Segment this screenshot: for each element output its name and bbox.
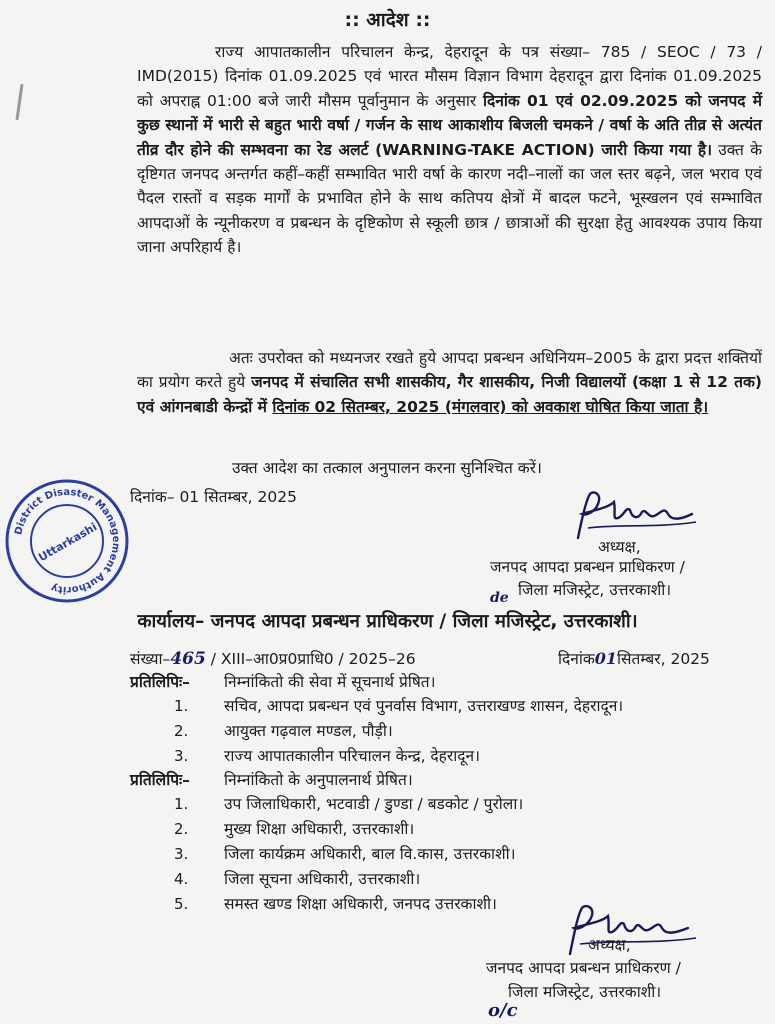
authority-stamp	[4, 478, 130, 604]
list-item: जिला सूचना अधिकारी, उत्तरकाशी।	[224, 870, 421, 888]
signature-1-line2: जिला मजिस्ट्रेट, उत्तरकाशी।	[518, 581, 672, 599]
list-number: 4.	[174, 870, 189, 888]
stamp-center-text: Uttarkashi	[36, 520, 100, 565]
list-number: 2.	[174, 722, 189, 740]
list-number: 5.	[174, 895, 189, 913]
list-number: 1.	[174, 795, 189, 813]
order-heading: :: आदेश ::	[344, 9, 431, 31]
list-number: 3.	[174, 747, 189, 765]
compliance-line: उक्त आदेश का तत्काल अनुपालन करना सुनिश्चित करें।	[232, 459, 542, 477]
office-heading: कार्यालय– जनपद आपदा प्रबन्धन प्राधिकरण / जिला मजिस्ट्रेट, उत्तरकाशी।	[137, 611, 638, 632]
list-item: समस्त खण्ड शिक्षा अधिकारी, जनपद उत्तरकाशी।	[224, 895, 497, 913]
list-item: आयुक्त गढ़वाल मण्डल, पौड़ी।	[224, 722, 393, 740]
reference-date-line: दिनांक01सितम्बर, 2025	[558, 649, 710, 668]
red-alert-text: दिनांक 01 एवं 02.09.2025 को जनपद में कुछ स्थानों में भारी से बहुत भारी वर्षा / गर्जन के साथ आकाशीय बिजली चमकने / वर्षा के अति तीव्र से अत्यंत तीव्र दौर होने की सम्भवना का रेड अलर्ट (WARNING-TAKE ACTION) जारी किया गया है।	[137, 91, 762, 159]
copy-intro-2: निम्नांकितो के अनुपालनार्थ प्रेषित।	[224, 771, 413, 789]
signature-1-line1: जनपद आपदा प्रबन्धन प्राधिकरण /	[490, 558, 685, 576]
signature-2-title: अध्यक्ष,	[588, 936, 631, 954]
list-number: 3.	[174, 845, 189, 863]
signature-2-line1: जनपद आपदा प्रबन्धन प्राधिकरण /	[486, 959, 681, 977]
schools-text: जनपद में संचालित सभी शासकीय, गैर शासकीय, निजी विद्यालयों (कक्षा 1 से 12 तक) एवं आंगनबाडी केन्द्रों में	[137, 373, 762, 416]
list-item: राज्य आपातकालीन परिचालन केन्द्र, देहरादून।	[224, 747, 480, 765]
signature-2-scribble	[556, 900, 706, 962]
signature-1-title: अध्यक्ष,	[598, 538, 641, 556]
copy-intro-1: निम्नांकितो की सेवा में सूचनार्थ प्रेषित।	[224, 673, 436, 691]
scan-mark	[16, 84, 24, 120]
stamp-ring-text: District Disaster Management Authority	[13, 486, 122, 596]
list-item: सचिव, आपदा प्रबन्धन एवं पुनर्वास विभाग, उत्तराखण्ड शासन, देहरादून।	[224, 697, 624, 715]
list-item: उप जिलाधिकारी, भटवाडी / डुण्डा / बडकोट / पुरोला।	[224, 795, 524, 813]
copy-label-1: प्रतिलिपिः–	[130, 673, 190, 691]
reference-number-handwritten: 465	[170, 649, 206, 669]
handwritten-initials: de	[490, 590, 509, 606]
copy-label-2: प्रतिलिपिः–	[130, 771, 190, 789]
holiday-declaration: दिनांक 02 सितम्बर, 2025 (मंगलवार) को अवकाश घोषित किया जाता है।	[272, 397, 709, 416]
list-item: जिला कार्यक्रम अधिकारी, बाल वि.कास, उत्तरकाशी।	[224, 845, 516, 863]
handwritten-footer-note: o/c	[488, 1000, 518, 1021]
order-paragraph-1: राज्य आपातकालीन परिचालन केन्द्र, देहरादून के पत्र संख्या– 785 / SEOC / 73 / IMD(2015) दिनांक 01.09.2025 एवं भारत मौसम विज्ञान विभाग देहरादून द्वारा दिनांक 01.09.2025 को अपराह्न 01:00 बजे जारी मौसम पूर्वानुमान के अनुसार दिनांक 01 एवं 02.09.2025 को जनपद में कुछ स्थानों में भारी से बहुत भारी वर्षा / गर्जन के साथ आकाशीय बिजली चमकने / वर्षा के अति तीव्र से अत्यंत तीव्र दौर होने की सम्भवना का रेड अलर्ट (WARNING-TAKE ACTION) जारी किया गया है। उक्त के दृष्टिगत जनपद अन्तर्गत कहीं–कहीं सम्भावित भारी वर्षा के कारण नदी–नालों का जल स्तर बढ़ने, जल भराव एवं पैदल रास्तों व सड़क मार्गों के प्रभावित होने के साथ कतिपय क्षेत्रों में बादल फटने, भूस्खलन एवं सम्भावित आपदाओं के न्यूनीकरण व प्रबन्धन के दृष्टिकोण से स्कूली छात्र / छात्राओं की सुरक्षा हेतु आवश्यक उपाय किया जाना अपरिहार्य है।	[137, 43, 762, 257]
order-date: दिनांक– 01 सितम्बर, 2025	[130, 488, 297, 506]
list-number: 2.	[174, 820, 189, 838]
reference-number-line: संख्या–465 / XIII–आ0प्र0प्राधि0 / 2025–26	[130, 649, 416, 669]
list-number: 1.	[174, 697, 189, 715]
list-item: मुख्य शिक्षा अधिकारी, उत्तरकाशी।	[224, 820, 415, 838]
signature-2-line2: जिला मजिस्ट्रेट, उत्तरकाशी।	[508, 983, 662, 1001]
order-paragraph-2: अतः उपरोक्त को मध्यनजर रखते हुये आपदा प्रबन्धन अधिनियम–2005 के द्वारा प्रदत्त शक्तियों का प्रयोग करते हुये जनपद में संचालित सभी शासकीय, गैर शासकीय, निजी विद्यालयों (कक्षा 1 से 12 तक) एवं आंगनबाडी केन्द्रों में दिनांक 02 सितम्बर, 2025 (मंगलवार) को अवकाश घोषित किया जाता है।	[137, 349, 762, 416]
reference-date-handwritten: 01	[594, 649, 618, 668]
